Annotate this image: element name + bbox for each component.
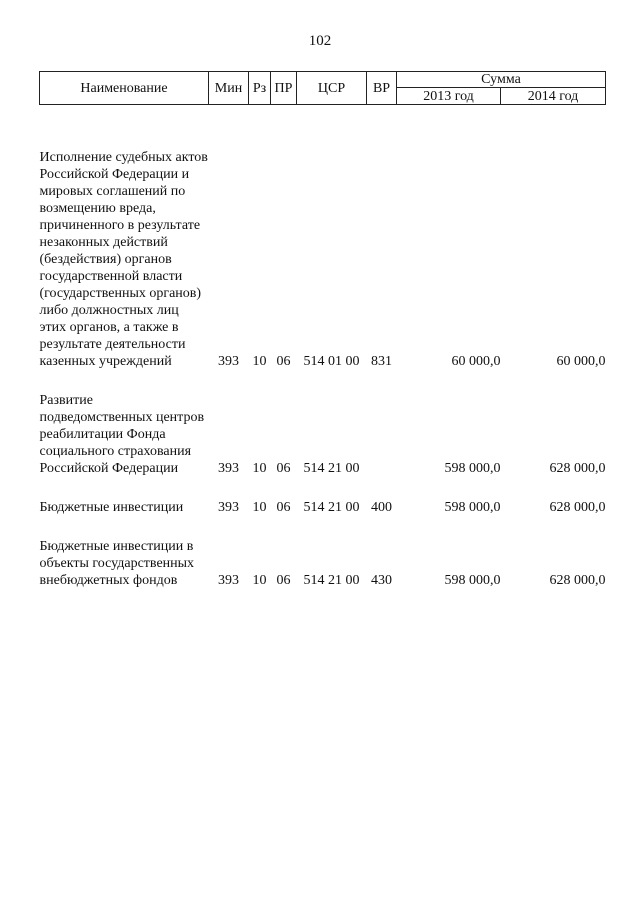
row-pr: 06: [276, 573, 291, 588]
header-year-2014: 2014 год: [501, 88, 606, 105]
budget-table: [39, 71, 606, 589]
row-amount-2014: 60 000,0: [556, 354, 606, 369]
row-min: 393: [218, 573, 239, 588]
header-pr: ПР: [271, 72, 297, 105]
row-amount-2014: 628 000,0: [549, 500, 606, 515]
row-vr: 400: [371, 500, 392, 515]
row-amount-2013: 60 000,0: [451, 354, 501, 369]
row-rz: 10: [252, 354, 267, 369]
row-csr: 514 01 00: [303, 354, 360, 369]
row-name: Бюджетные инвестиции: [39, 500, 184, 515]
header-name: Наименование: [40, 72, 209, 105]
row-amount-2013: 598 000,0: [444, 573, 501, 588]
row-rz: 10: [252, 500, 267, 515]
row-vr: 430: [371, 573, 392, 588]
row-name: Развитие подведомственных центров реабилитации Фонда социального страхования Российской Федерации: [39, 393, 205, 476]
header-csr: ЦСР: [297, 72, 367, 105]
header-sum: Сумма: [397, 72, 606, 88]
page-number: 102: [308, 33, 332, 49]
row-amount-2013: 598 000,0: [444, 500, 501, 515]
row-name: Бюджетные инвестиции в объекты государственных внебюджетных фондов: [39, 539, 195, 588]
row-min: 393: [218, 500, 239, 515]
row-vr: [367, 392, 397, 477]
row-amount-2014: 628 000,0: [549, 573, 606, 588]
row-csr: 514 21 00: [303, 500, 360, 515]
row-pr: 06: [276, 354, 291, 369]
header-year-2013: 2013 год: [397, 88, 501, 105]
table-row: [40, 499, 606, 516]
row-rz: 10: [252, 461, 267, 476]
header-min: Мин: [209, 72, 249, 105]
row-csr: 514 21 00: [303, 461, 360, 476]
header-vr: ВР: [367, 72, 397, 105]
row-rz: 10: [252, 573, 267, 588]
row-amount-2013: 598 000,0: [444, 461, 501, 476]
row-pr: 06: [276, 500, 291, 515]
row-csr: 514 21 00: [303, 573, 360, 588]
row-vr: 831: [371, 354, 392, 369]
row-min: 393: [218, 354, 239, 369]
row-name: Исполнение судебных актов Российской Федерации и мировых соглашений по возмещению вреда, причиненного в результате незаконных действий (бездействия) органов государственной власти (государственных органов) либо должностных лиц этих органов, а также в результате деятельности казенных учреждений: [39, 150, 208, 369]
row-amount-2014: 628 000,0: [549, 461, 606, 476]
table-row: [40, 538, 606, 589]
table-row: [40, 392, 606, 477]
row-min: 393: [218, 461, 239, 476]
table-row: [40, 149, 606, 370]
row-pr: 06: [276, 461, 291, 476]
header-rz: Рз: [249, 72, 271, 105]
